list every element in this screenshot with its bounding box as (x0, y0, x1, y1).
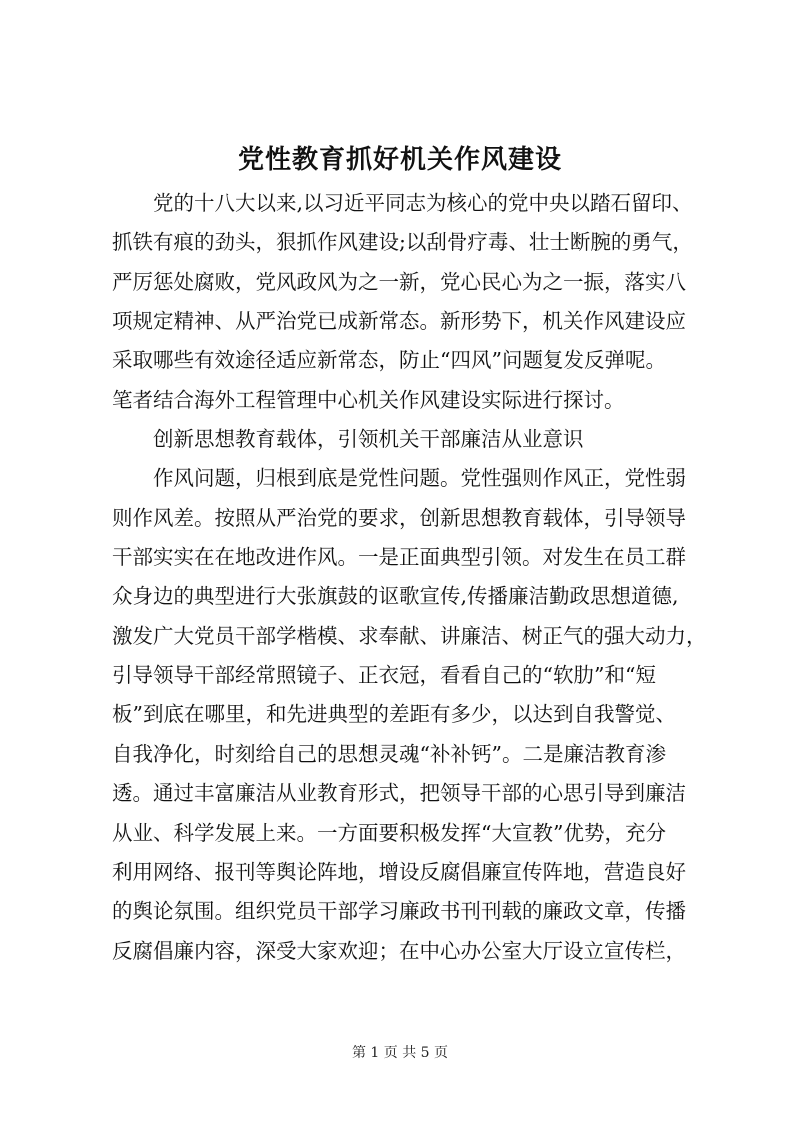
paragraph-line: 采取哪些有效途径适应新常态，防止“四风”问题复发反弹呢。 (112, 348, 666, 373)
paragraph-line: 干部实实在在地改进作风。一是正面典型引领。对发生在员工群 (112, 545, 686, 570)
paragraph-line: 党的十八大以来,以习近平同志为核心的党中央以踏石留印、 (153, 191, 693, 215)
paragraph-line: 众身边的典型进行大张旗鼓的讴歌宣传,传播廉洁勤政思想道德, (112, 584, 679, 609)
paragraph-line: 抓铁有痕的劲头，狠抓作风建设;以刮骨疗毒、壮士断腕的勇气， (112, 230, 693, 255)
page-number-footer: 第 1 页 共 5 页 (351, 1045, 449, 1061)
paragraph-line: 的舆论氛围。组织党员干部学习廉政书刊刊载的廉政文章，传播 (112, 899, 686, 924)
paragraph-line: 反腐倡廉内容，深受大家欢迎；在中心办公室大厅设立宣传栏， (112, 938, 686, 963)
section-heading: 创新思想教育载体，引领机关干部廉洁从业意识 (153, 427, 584, 452)
paragraph-line: 激发广大党员干部学楷模、求奉献、讲廉洁、树正气的强大动力， (112, 623, 707, 648)
paragraph-line: 板”到底在哪里，和先进典型的差距有多少，以达到自我警觉、 (112, 702, 676, 727)
paragraph-line: 严厉惩处腐败，党风政风为之一新，党心民心为之一振，落实八 (112, 269, 686, 294)
paragraph-line: 利用网络、报刊等舆论阵地，增设反腐倡廉宣传阵地，营造良好 (112, 859, 686, 884)
document-title: 党性教育抓好机关作风建设 (237, 145, 562, 175)
paragraph-line: 则作风差。按照从严治党的要求，创新思想教育载体，引导领导 (112, 505, 686, 530)
paragraph-line: 引导领导干部经常照镜子、正衣冠，看看自己的“软肋”和“短 (112, 663, 656, 688)
paragraph-line: 从业、科学发展上来。一方面要积极发挥“大宣教”优势，充分 (112, 820, 666, 845)
paragraph-line: 自我净化，时刻给自己的思想灵魂“补补钙”。二是廉洁教育渗 (112, 741, 666, 766)
paragraph-line: 作风问题，归根到底是党性问题。党性强则作风正，党性弱 (153, 466, 686, 491)
document-body (112, 184, 712, 971)
paragraph-line: 透。通过丰富廉洁从业教育形式，把领导干部的心思引导到廉洁 (112, 781, 686, 806)
paragraph-line: 笔者结合海外工程管理中心机关作风建设实际进行探讨。 (112, 387, 625, 412)
paragraph-line: 项规定精神、从严治党已成新常态。新形势下，机关作风建设应 (112, 309, 686, 334)
